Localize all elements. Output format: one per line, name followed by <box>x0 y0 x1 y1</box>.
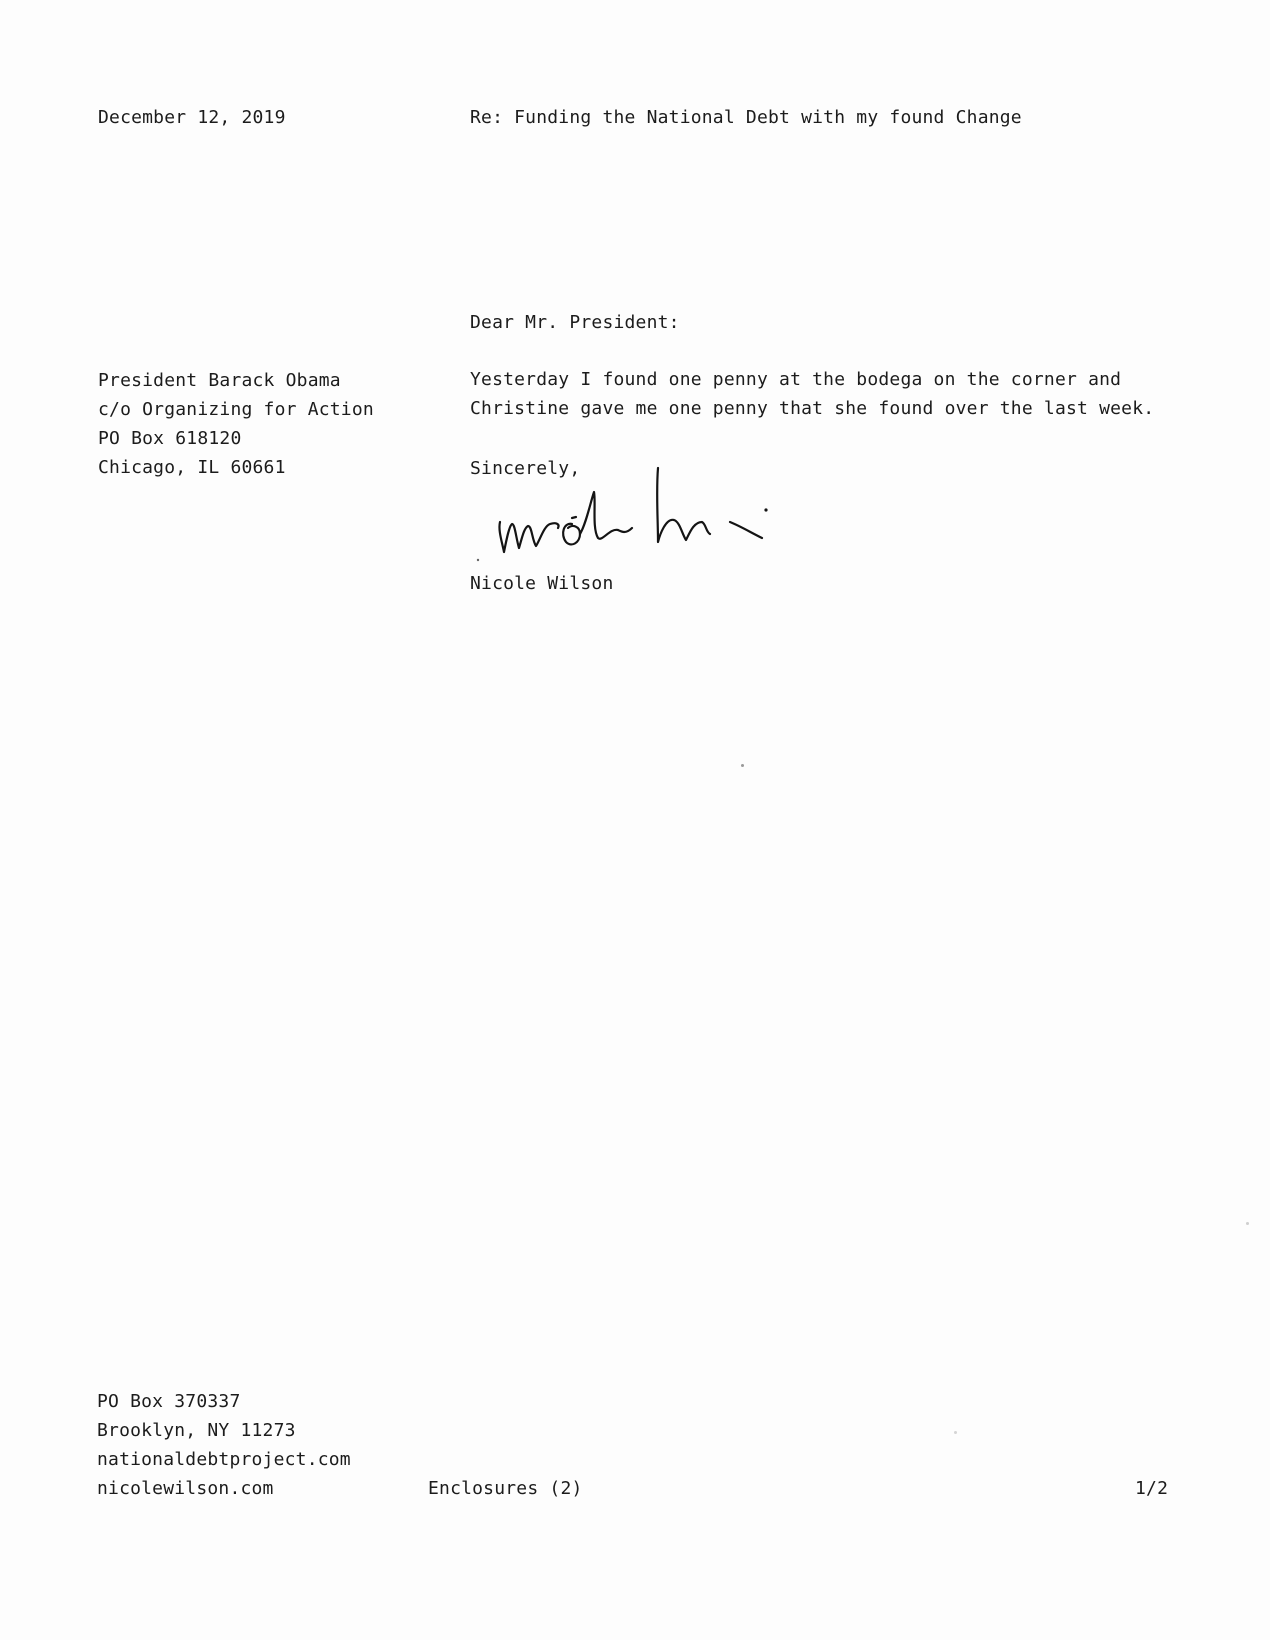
sender-website: nicolewilson.com <box>97 1478 274 1499</box>
sender-address <box>97 1387 351 1503</box>
recipient-name: President Barack Obama <box>98 370 341 391</box>
scan-speck <box>741 764 744 767</box>
recipient-city: Chicago, IL 60661 <box>98 457 286 478</box>
recipient-address <box>98 366 374 482</box>
letter-subject: Re: Funding the National Debt with my found Change <box>470 107 1022 128</box>
scan-speck <box>1246 1222 1249 1225</box>
salutation: Dear Mr. President: <box>470 312 680 333</box>
letter-date: December 12, 2019 <box>98 107 286 128</box>
scan-speck <box>954 1431 957 1434</box>
handwritten-signature <box>468 462 808 562</box>
body-line: Yesterday I found one penny at the bodega on the corner and <box>470 369 1122 390</box>
body-line: Christine gave me one penny that she found over the last week. <box>470 398 1155 419</box>
recipient-organization: c/o Organizing for Action <box>98 399 374 420</box>
sender-po-box: PO Box 370337 <box>97 1391 241 1412</box>
enclosures-note: Enclosures (2) <box>428 1478 583 1499</box>
closing: Sincerely, <box>470 458 581 479</box>
recipient-po-box: PO Box 618120 <box>98 428 242 449</box>
letter-body <box>470 365 1154 423</box>
page-number: 1/2 <box>1135 1478 1169 1499</box>
sender-city: Brooklyn, NY 11273 <box>97 1420 296 1441</box>
signer-name: Nicole Wilson <box>470 573 614 594</box>
sender-website: nationaldebtproject.com <box>97 1449 351 1470</box>
